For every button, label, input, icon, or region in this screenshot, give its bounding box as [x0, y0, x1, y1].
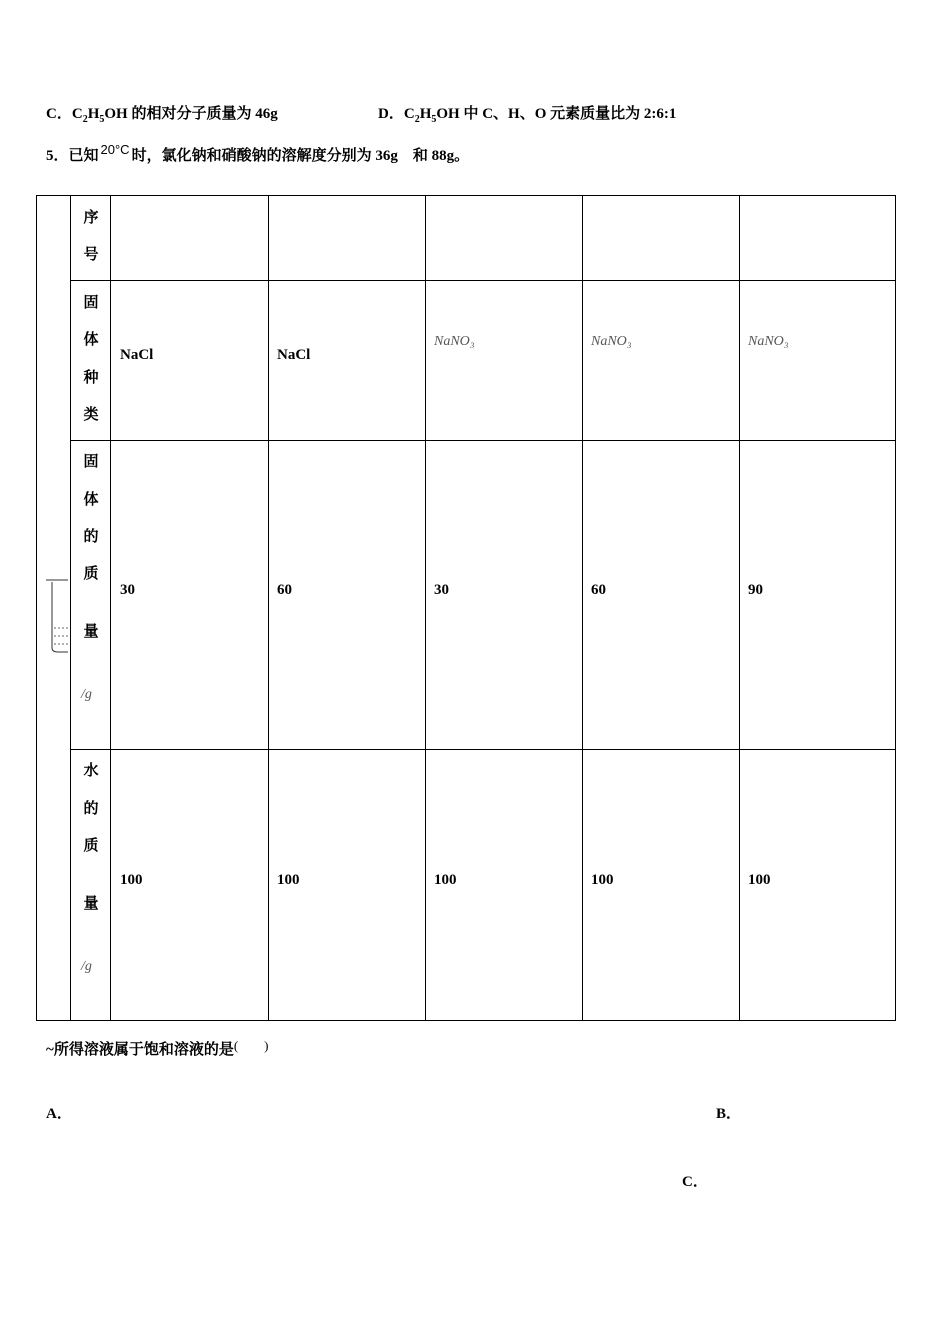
header-mass-5: 量	[83, 624, 99, 640]
solid-mass-cell-4: 60	[591, 582, 606, 598]
solid-mass-cell-5: 90	[748, 582, 763, 598]
answer-b: B．	[716, 1106, 742, 1122]
option-d: D．$C_2H_5OH$ 中 C、H、O 元素质量比为 2:6:1	[378, 106, 677, 125]
water-mass-cell-1: 100	[120, 872, 143, 888]
header-mass-4: 质	[83, 566, 99, 582]
question-text: 时，氯化钠和硝酸钠的溶解度分别为 36g 和 88g。	[131, 148, 470, 164]
header-type-1: 固	[83, 295, 99, 311]
question-temperature: 20°C	[100, 142, 130, 157]
type-cell-3: NaNO₃	[434, 334, 475, 349]
type-cell-4: NaNO₃	[591, 334, 632, 349]
beaker-icon	[44, 578, 70, 658]
type-cell-1: NaCl	[120, 347, 154, 363]
header-seq-2: 号	[83, 247, 99, 263]
solid-mass-cell-2: 60	[277, 582, 292, 598]
water-mass-cell-3: 100	[434, 872, 457, 888]
answer-paren: ( )	[233, 1038, 269, 1053]
tilde-mark: ~	[46, 1042, 54, 1058]
header-mass-1: 固	[83, 454, 99, 470]
answer-c: C．	[682, 1174, 708, 1190]
header-mass-unit: /g	[81, 687, 92, 702]
question-5	[46, 144, 469, 165]
option-c: C．$C_2H_5OH$ 的相对分子质量为 46g	[46, 106, 278, 125]
header-water-3: 质	[83, 838, 99, 854]
water-mass-cell-5: 100	[748, 872, 771, 888]
question-stem	[46, 1038, 269, 1059]
header-water-2: 的	[83, 801, 99, 817]
data-table	[36, 195, 896, 1021]
header-seq-1: 序	[83, 210, 99, 226]
question-number: 5．已知	[46, 148, 99, 164]
water-mass-cell-4: 100	[591, 872, 614, 888]
water-mass-cell-2: 100	[277, 872, 300, 888]
solid-mass-cell-3: 30	[434, 582, 449, 598]
type-cell-5: NaNO₃	[748, 334, 789, 349]
stem-text: 所得溶液属于饱和溶液的是	[53, 1042, 234, 1058]
header-type-3: 种	[83, 370, 99, 386]
header-type-2: 体	[83, 332, 99, 348]
header-mass-2: 体	[83, 492, 99, 508]
answer-a: A．	[46, 1106, 72, 1122]
type-cell-2: NaCl	[277, 347, 311, 363]
header-water-4: 量	[83, 896, 99, 912]
header-type-4: 类	[83, 407, 99, 423]
header-water-1: 水	[83, 763, 99, 779]
header-mass-3: 的	[83, 529, 99, 545]
header-water-unit: /g	[81, 959, 92, 974]
solid-mass-cell-1: 30	[120, 582, 135, 598]
